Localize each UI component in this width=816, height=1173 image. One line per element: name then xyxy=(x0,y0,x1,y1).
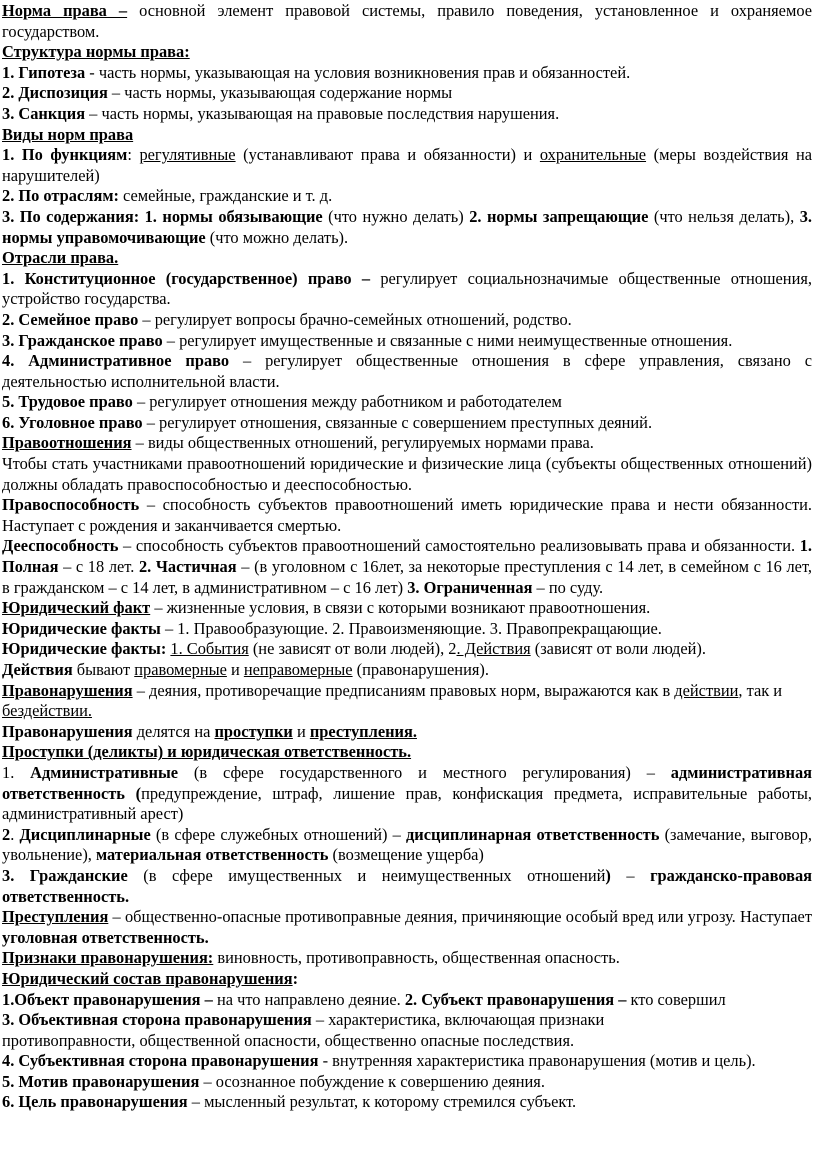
paragraph xyxy=(2,104,812,125)
text-run: Юридический факт xyxy=(2,598,151,618)
paragraph xyxy=(2,495,812,536)
text-run: 1. По функциям xyxy=(2,145,128,165)
text-run: – с 18 лет. xyxy=(58,557,139,577)
paragraph xyxy=(2,948,812,969)
paragraph xyxy=(2,42,812,63)
text-run: – регулирует отношения между работником и работодателем xyxy=(132,392,562,412)
text-run: . xyxy=(10,824,20,844)
text-run: (замечание, выговор, увольнение), xyxy=(2,824,813,865)
text-run: , так и xyxy=(738,680,783,700)
paragraph xyxy=(2,392,812,413)
text-run: Правонарушения xyxy=(2,680,133,700)
text-run: 2 xyxy=(2,824,11,844)
text-run: 3. Гражданское право xyxy=(2,330,163,350)
text-run: – общественно-опасные противоправные деяния, причиняющие особый вред или угрозу. Наступает xyxy=(108,907,812,927)
text-run: 2. Субъект правонарушения – xyxy=(404,989,627,1009)
text-run: 2. Диспозиция xyxy=(2,83,108,103)
text-run: гражданско-правовая ответственность. xyxy=(2,865,813,906)
text-run: предупреждение, штраф, лишение прав, конфискация предмета, исправительные работы, административный арест) xyxy=(2,783,812,824)
text-run: Административные xyxy=(30,762,179,782)
text-run: (в сфере служебных отношений) – xyxy=(150,824,407,844)
text-run: делятся на xyxy=(132,721,215,741)
text-run: семейные, гражданские и т. д. xyxy=(118,186,333,206)
text-run: (правонарушения). xyxy=(352,660,489,679)
text-run: 1. Гипотеза xyxy=(2,62,86,82)
text-run: 6. Уголовное право xyxy=(2,412,143,432)
paragraph xyxy=(2,331,812,352)
text-run: 1.Объект правонарушения – xyxy=(2,989,213,1009)
paragraph xyxy=(2,433,812,454)
text-run: - внутренняя характеристика правонарушения (мотив и цель). xyxy=(318,1051,756,1071)
text-run: бывают xyxy=(72,660,135,679)
text-run: 2. По отраслям: xyxy=(2,186,119,206)
text-run: ) xyxy=(605,865,611,885)
text-run: Действия xyxy=(2,660,73,679)
text-run: - часть нормы, указывающая на условия возникновения прав и обязанностей. xyxy=(85,62,631,82)
text-run: – мысленный результат, к которому стремился субъект. xyxy=(187,1092,577,1112)
text-run: – регулирует вопросы брачно-семейных отношений, родство. xyxy=(138,309,572,329)
paragraph xyxy=(2,681,812,722)
paragraph xyxy=(2,763,812,825)
text-run: кто совершил xyxy=(626,989,726,1009)
paragraph xyxy=(2,660,812,681)
text-run: – по суду. xyxy=(532,577,604,597)
text-run: – регулирует имущественные и связанные с ними неимущественные отношения. xyxy=(162,330,733,350)
text-run: неправомерные xyxy=(243,660,353,679)
text-run: 4. Административное право xyxy=(2,351,230,371)
text-run: 3. Ограниченная xyxy=(407,577,533,597)
text-run: 5. Мотив правонарушения xyxy=(2,1071,200,1091)
paragraph xyxy=(2,248,812,269)
text-run: материальная ответственность xyxy=(95,845,329,865)
text-run: Признаки правонарушения: xyxy=(2,948,214,968)
paragraph xyxy=(2,269,812,310)
paragraph xyxy=(2,145,812,186)
text-run: Чтобы стать участниками правоотношений юридические и физические лица (субъекты общественных отношений) должны обладать правоспособностью и дееспособностью. xyxy=(2,454,812,494)
text-run: Отрасли права. xyxy=(2,248,119,268)
text-run: 1. Конституционное (государственное) право – xyxy=(2,268,371,288)
paragraph xyxy=(2,619,812,640)
text-run: Структура нормы права: xyxy=(2,42,190,62)
paragraph xyxy=(2,413,812,434)
text-run: – способность субъектов правоотношений иметь юридические права и нести обязанности. Наступает с рождения и заканчивается смертью. xyxy=(2,495,812,535)
paragraph xyxy=(2,1,812,42)
text-run: противоправности, общественной опасности, общественно опасные последствия. xyxy=(2,1030,575,1050)
text-run: – способность субъектов правоотношений самостоятельно реализовывать права и обязанности. xyxy=(118,536,800,556)
text-run: (в сфере государственного и местного регулирования) – xyxy=(178,762,671,782)
paragraph xyxy=(2,125,812,146)
text-run: регулирует социальнозначимые общественные отношения, устройство государства. xyxy=(2,268,812,309)
text-run: 3. Гражданские xyxy=(2,865,128,885)
paragraph xyxy=(2,186,812,207)
paragraph xyxy=(2,83,812,104)
paragraph xyxy=(2,207,812,248)
text-run: Виды норм права xyxy=(2,124,134,144)
text-run: Юридические факты: xyxy=(2,639,167,659)
text-run: (устанавливают права и обязанности) и xyxy=(235,145,540,165)
text-run: : xyxy=(292,968,299,988)
paragraph xyxy=(2,1051,812,1072)
text-run: (в сфере имущественных и неимущественных отношений xyxy=(127,865,606,885)
text-run: – жизненные условия, в связи с которыми возникают правоотношения. xyxy=(150,598,651,618)
text-run: Проступки (деликты) и юридическая ответственность. xyxy=(2,742,412,762)
text-run: 1. xyxy=(2,762,31,782)
text-run: . Действия xyxy=(456,639,531,659)
text-run: (зависят от воли людей). xyxy=(530,639,706,659)
text-run: – осознанное побуждение к совершению деяния. xyxy=(199,1071,545,1091)
text-run: 3. нормы управомочивающие xyxy=(2,206,812,247)
text-run: 4. Субъективная сторона правонарушения xyxy=(2,1051,319,1071)
text-run: – часть нормы, указывающая содержание нормы xyxy=(107,83,453,103)
text-run: – 1. Правообразующие. 2. Правоизменяющие. 3. Правопрекращающие. xyxy=(160,618,662,638)
text-run: Юридический состав правонарушения xyxy=(2,968,293,988)
text-run: – регулирует отношения, связанные с совершением преступных деяний. xyxy=(142,412,653,432)
text-run: 1. Полная xyxy=(2,536,812,577)
text-run: – виды общественных отношений, регулируемых нормами права. xyxy=(131,433,594,453)
paragraph xyxy=(2,1092,812,1113)
paragraph xyxy=(2,536,812,598)
text-run: Правонарушения xyxy=(2,721,133,741)
paragraph xyxy=(2,639,812,660)
text-run: 3. Объективная сторона правонарушения xyxy=(2,1010,312,1030)
text-run: преступления. xyxy=(309,721,417,741)
paragraph xyxy=(2,907,812,948)
text-run: 2. нормы запрещающие xyxy=(469,206,649,226)
paragraph xyxy=(2,969,812,990)
text-run: Норма права – xyxy=(2,1,128,20)
text-run: 6. Цель правонарушения xyxy=(2,1092,188,1112)
text-run: уголовная ответственность. xyxy=(2,927,209,947)
text-run: – регулирует общественные отношения в сфере управления, связано с деятельностью исполнительной власти. xyxy=(2,351,812,391)
text-run: 3. По содержания: 1. нормы обязывающие xyxy=(2,206,323,226)
text-run: : xyxy=(127,145,140,165)
paragraph xyxy=(2,598,812,619)
paragraph xyxy=(2,742,812,763)
text-run: Преступления xyxy=(2,907,109,927)
paragraph xyxy=(2,1010,812,1031)
text-run: основной элемент правовой системы, правило поведения, установленное и охраняемое государством. xyxy=(2,1,812,41)
text-run: (что можно делать). xyxy=(205,227,349,247)
text-run: 3. Санкция xyxy=(2,103,86,123)
text-run: и xyxy=(226,660,244,679)
text-run: охранительные xyxy=(539,145,647,165)
text-run: – деяния, противоречащие предписаниям правовых норм, выражаются как в xyxy=(132,680,675,700)
text-run: 5. Трудовое право xyxy=(2,392,133,412)
paragraph xyxy=(2,825,812,866)
text-run: бездействии. xyxy=(2,701,92,721)
text-run: на что направлено деяние. xyxy=(212,989,405,1009)
text-run: проступки xyxy=(214,721,293,741)
text-run: Дееспособность xyxy=(2,536,119,556)
paragraph xyxy=(2,351,812,392)
text-run: регулятивные xyxy=(139,145,236,165)
text-run: (меры воздействия на нарушителей) xyxy=(2,145,812,185)
text-run: 1. События xyxy=(170,639,249,659)
text-run: (возмещение ущерба) xyxy=(328,845,484,865)
text-run: (что нельзя делать), xyxy=(648,206,800,226)
text-run: и xyxy=(292,721,310,741)
text-run: (не зависят от воли людей), 2 xyxy=(248,639,457,659)
text-run: – характеристика, включающая признаки xyxy=(311,1010,605,1030)
paragraph xyxy=(2,310,812,331)
text-run: дисциплинарная ответственность xyxy=(406,824,660,844)
paragraph xyxy=(2,990,812,1011)
text-run: – (в уголовном с 16лет, за некоторые преступления с 14 лет, в семейном с 16 лет, в гражданском – с 14 лет, в административном – с 16 лет) xyxy=(2,557,812,597)
paragraph xyxy=(2,866,812,907)
text-run: Правоспособность xyxy=(2,495,140,515)
text-run: Правоотношения xyxy=(2,433,132,453)
text-run: административная ответственность ( xyxy=(2,762,813,803)
text-run: Юридические факты xyxy=(2,618,161,638)
text-run: 2. Семейное право xyxy=(2,309,139,329)
paragraph xyxy=(2,1031,812,1052)
paragraph xyxy=(2,1072,812,1093)
paragraph xyxy=(2,63,812,84)
text-run: Дисциплинарные xyxy=(19,824,151,844)
paragraph xyxy=(2,722,812,743)
paragraph xyxy=(2,454,812,495)
text-run: (что нужно делать) xyxy=(322,206,470,226)
text-run: – часть нормы, указывающая на правовые последствия нарушения. xyxy=(85,103,560,123)
text-run: действии xyxy=(674,680,739,700)
text-run: виновность, противоправность, общественная опасность. xyxy=(213,948,620,968)
text-run: 2. Частичная xyxy=(138,557,237,577)
text-run: – xyxy=(610,865,651,885)
text-run: правомерные xyxy=(134,660,227,679)
